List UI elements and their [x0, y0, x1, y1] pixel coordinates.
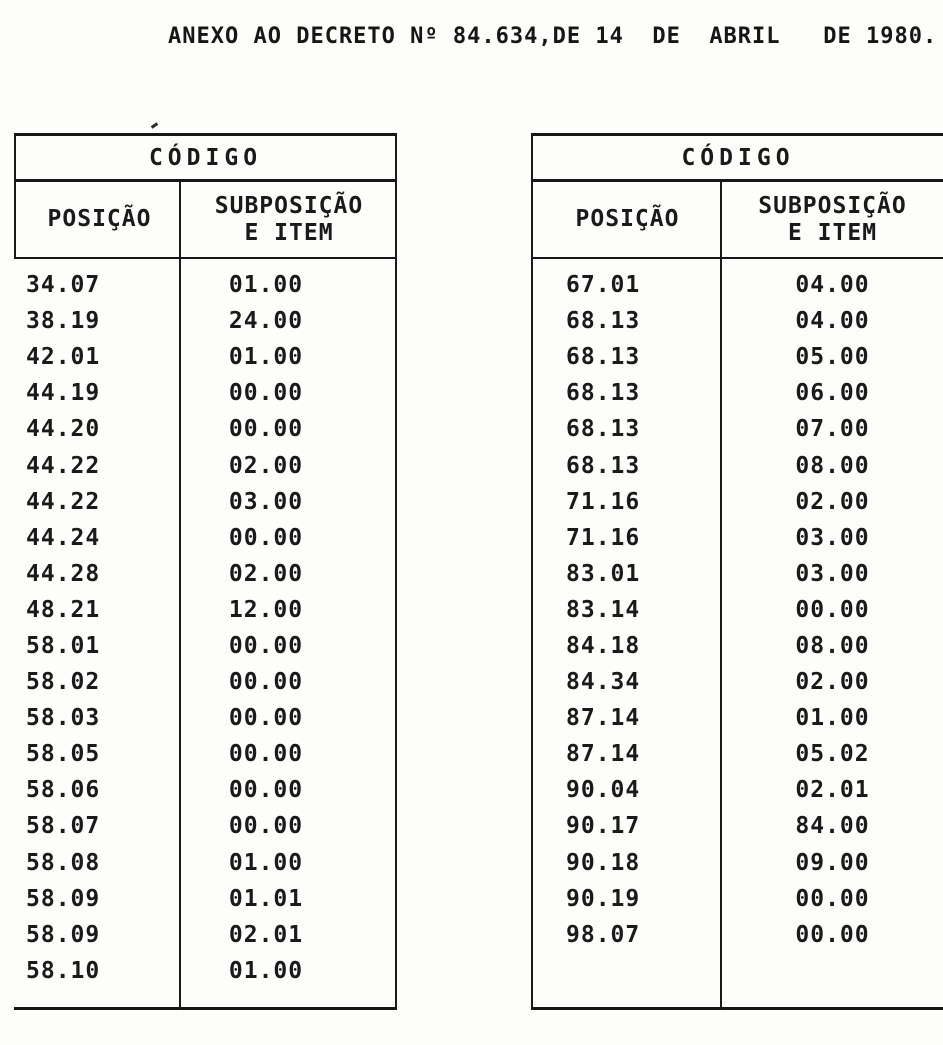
posicao-value: 68.13: [566, 308, 641, 335]
subposicao-value: 09.00: [795, 849, 870, 876]
table-row: [14, 556, 395, 592]
subposicao-value: 07.00: [795, 416, 870, 443]
table-row: [533, 664, 943, 700]
subposicao-value: 03.00: [795, 560, 870, 587]
subposicao-value: 01.00: [228, 344, 304, 371]
posicao-value: 38.19: [26, 308, 101, 335]
subposicao-value: 00.00: [228, 705, 304, 732]
subposicao-value: 00.00: [795, 596, 870, 623]
table-row: [533, 484, 943, 520]
page-title: ANEXO AO DECRETO Nº 84.634,DE 14 DE ABRIL DE 1980.: [168, 24, 938, 49]
posicao-value: 58.01: [26, 632, 101, 659]
table-row: [14, 447, 395, 483]
subposicao-value: 02.01: [795, 777, 870, 804]
group-header-label: CÓDIGO: [681, 144, 795, 171]
posicao-value: 34.07: [26, 272, 101, 299]
table-row: [533, 808, 943, 844]
posicao-value: 44.22: [26, 452, 101, 479]
posicao-value: 68.13: [566, 344, 641, 371]
table-row: [14, 808, 395, 844]
table-row: [14, 339, 395, 375]
posicao-value: 44.24: [26, 524, 101, 551]
subposicao-value: 00.00: [228, 380, 304, 407]
table-row: [533, 447, 943, 483]
subposicao-value: 24.00: [228, 308, 304, 335]
table-row: [533, 592, 943, 628]
posicao-value: 84.34: [566, 669, 641, 696]
table-row: [14, 628, 395, 664]
table-row: [14, 267, 395, 303]
subposicao-value: 00.00: [795, 921, 870, 948]
posicao-value: 68.13: [566, 416, 641, 443]
table-row: [533, 267, 943, 303]
posicao-value: 90.18: [566, 849, 641, 876]
posicao-value: 44.19: [26, 380, 101, 407]
subposicao-value: 01.00: [795, 705, 870, 732]
table-body: [533, 259, 943, 1010]
subposicao-value: 00.00: [228, 813, 304, 840]
subposicao-value: 08.00: [795, 452, 870, 479]
subposicao-value: 04.00: [795, 308, 870, 335]
posicao-value: 83.01: [566, 560, 641, 587]
posicao-value: 90.04: [566, 777, 641, 804]
table-row: [533, 881, 943, 917]
subposicao-value: 02.00: [795, 488, 870, 515]
posicao-value: 71.16: [566, 524, 641, 551]
codigo-table-left: [14, 133, 397, 1010]
posicao-value: 83.14: [566, 596, 641, 623]
table-row: [533, 628, 943, 664]
table-row: [14, 664, 395, 700]
table-row: [533, 700, 943, 736]
subposicao-value: 01.01: [228, 885, 304, 912]
scan-artifact-mark: [151, 122, 158, 128]
posicao-value: 48.21: [26, 596, 101, 623]
table-row: [14, 520, 395, 556]
posicao-value: 87.14: [566, 741, 641, 768]
table-row: [533, 375, 943, 411]
table-row: [533, 303, 943, 339]
subposicao-value: 05.02: [795, 741, 870, 768]
subposicao-value: 00.00: [228, 524, 304, 551]
subposicao-value: 04.00: [795, 272, 870, 299]
subposicao-value: 00.00: [795, 885, 870, 912]
column-header-row: [533, 182, 943, 259]
codigo-table-right: [531, 133, 943, 1010]
subposicao-value: 00.00: [228, 632, 304, 659]
group-header-codigo: [533, 133, 943, 182]
posicao-value: 42.01: [26, 344, 101, 371]
subposicao-value: 02.01: [228, 921, 304, 948]
column-header-row: [14, 182, 395, 259]
group-header-codigo: [14, 133, 395, 182]
table-row: [14, 953, 395, 989]
table-row: [533, 339, 943, 375]
table-row: [14, 411, 395, 447]
subposicao-value: 06.00: [795, 380, 870, 407]
subposicao-value: 00.00: [228, 669, 304, 696]
subposicao-value: 00.00: [228, 416, 304, 443]
subposicao-value: 05.00: [795, 344, 870, 371]
table-row: [14, 303, 395, 339]
posicao-value: 87.14: [566, 705, 641, 732]
posicao-value: 58.08: [26, 849, 101, 876]
posicao-value: 90.17: [566, 813, 641, 840]
subposicao-value: 02.00: [795, 669, 870, 696]
posicao-value: 58.10: [26, 957, 101, 984]
table-row: [14, 592, 395, 628]
table-row: [533, 845, 943, 881]
subposicao-value: 00.00: [228, 741, 304, 768]
table-row: [533, 556, 943, 592]
subposicao-value: 00.00: [228, 777, 304, 804]
table-row: [14, 772, 395, 808]
column-header-posicao: POSIÇÃO: [575, 206, 680, 232]
table-row: [14, 881, 395, 917]
column-header-subposicao: SUBPOSIÇÃO E ITEM: [758, 192, 907, 246]
column-header-posicao: POSIÇÃO: [47, 206, 152, 232]
subposicao-value: 01.00: [228, 957, 304, 984]
subposicao-value: 02.00: [228, 560, 304, 587]
table-row: [533, 520, 943, 556]
subposicao-value: 08.00: [795, 632, 870, 659]
posicao-value: 68.13: [566, 452, 641, 479]
table-row: [14, 700, 395, 736]
posicao-value: 90.19: [566, 885, 641, 912]
subposicao-value: 03.00: [795, 524, 870, 551]
table-row: [533, 411, 943, 447]
column-divider: [720, 182, 722, 1010]
subposicao-value: 01.00: [228, 849, 304, 876]
table-row: [14, 484, 395, 520]
table-row: [533, 917, 943, 953]
posicao-value: 98.07: [566, 921, 641, 948]
posicao-value: 44.28: [26, 560, 101, 587]
table-row: [14, 917, 395, 953]
posicao-value: 68.13: [566, 380, 641, 407]
posicao-value: 58.06: [26, 777, 101, 804]
subposicao-value: 84.00: [795, 813, 870, 840]
posicao-value: 58.05: [26, 741, 101, 768]
column-divider: [179, 182, 181, 1010]
posicao-value: 58.02: [26, 669, 101, 696]
posicao-value: 58.09: [26, 921, 101, 948]
subposicao-value: 12.00: [228, 596, 304, 623]
posicao-value: 58.07: [26, 813, 101, 840]
posicao-value: 44.20: [26, 416, 101, 443]
subposicao-value: 03.00: [228, 488, 304, 515]
column-header-subposicao: SUBPOSIÇÃO E ITEM: [214, 192, 364, 246]
posicao-value: 44.22: [26, 488, 101, 515]
posicao-value: 67.01: [566, 272, 641, 299]
table-row: [14, 375, 395, 411]
table-row: [533, 736, 943, 772]
posicao-value: 58.09: [26, 885, 101, 912]
table-body: [14, 259, 395, 1010]
posicao-value: 84.18: [566, 632, 641, 659]
table-row: [14, 736, 395, 772]
posicao-value: 58.03: [26, 705, 101, 732]
table-row: [533, 772, 943, 808]
group-header-label: CÓDIGO: [148, 144, 263, 171]
subposicao-value: 02.00: [228, 452, 304, 479]
posicao-value: 71.16: [566, 488, 641, 515]
subposicao-value: 01.00: [228, 272, 304, 299]
table-row: [14, 845, 395, 881]
